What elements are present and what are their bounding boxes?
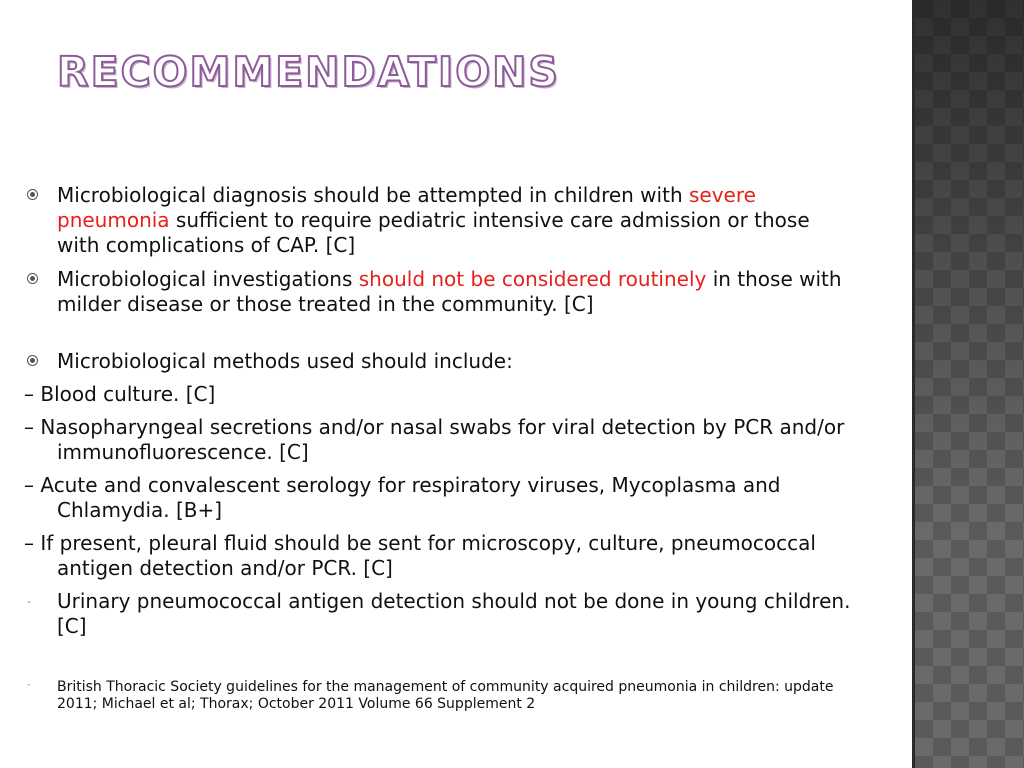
slide-body	[24, 183, 854, 713]
bullet-circle-icon	[27, 189, 38, 200]
slide-title: RECOMMENDATIONS	[57, 48, 560, 96]
bullet-text: Microbiological methods used should include:	[57, 349, 513, 373]
bullet-text: Microbiological investigations	[57, 267, 359, 291]
dash-mark: –	[24, 473, 34, 497]
dash-mark: –	[24, 531, 34, 555]
bullet-item-diagnosis	[24, 183, 854, 258]
list-item-text: If present, pleural fluid should be sent for microscopy, culture, pneumococcal antigen detection and/or PCR. [C]	[40, 531, 816, 580]
list-item-serology	[24, 473, 854, 523]
bullet-circle-icon	[27, 355, 38, 366]
list-item-text: Blood culture. [C]	[40, 382, 216, 406]
dash-mark: –	[24, 415, 34, 439]
list-item-pleural-fluid	[24, 531, 854, 581]
small-dash-mark: -	[27, 595, 31, 608]
list-item-text: Urinary pneumococcal antigen detection should not be done in young children. [C]	[57, 589, 851, 638]
highlight-text: severe pneumonia	[57, 183, 756, 232]
bullet-item-methods	[24, 349, 854, 374]
small-dash-mark: -	[27, 680, 31, 690]
list-item-text: Acute and convalescent serology for respiratory viruses, Mycoplasma and Chlamydia. [B+]	[40, 473, 781, 522]
bullet-text: in those with milder disease or those treated in the community. [C]	[57, 267, 842, 316]
bullet-circle-icon	[27, 273, 38, 284]
bullet-item-investigations	[24, 267, 854, 317]
list-item-blood-culture	[24, 382, 854, 407]
dash-mark: –	[24, 382, 34, 406]
list-item-text: Nasopharyngeal secretions and/or nasal swabs for viral detection by PCR and/or immunofluorescence. [C]	[40, 415, 845, 464]
reference-citation	[24, 679, 854, 713]
highlight-text: should not be considered routinely	[358, 267, 707, 291]
bullet-text: sufficient to require pediatric intensive care admission or those with complications of CAP. [C]	[57, 208, 810, 257]
list-item-urinary-antigen	[24, 589, 854, 639]
decorative-sidebar	[912, 0, 1024, 768]
list-item-nasopharyngeal	[24, 415, 854, 465]
bullet-text: Microbiological diagnosis should be attempted in children with	[57, 183, 689, 207]
reference-text: British Thoracic Society guidelines for the management of community acquired pneumonia in children: update 2011; Michael et al; Thorax; October 2011 Volume 66 Supplement 2	[57, 679, 834, 712]
